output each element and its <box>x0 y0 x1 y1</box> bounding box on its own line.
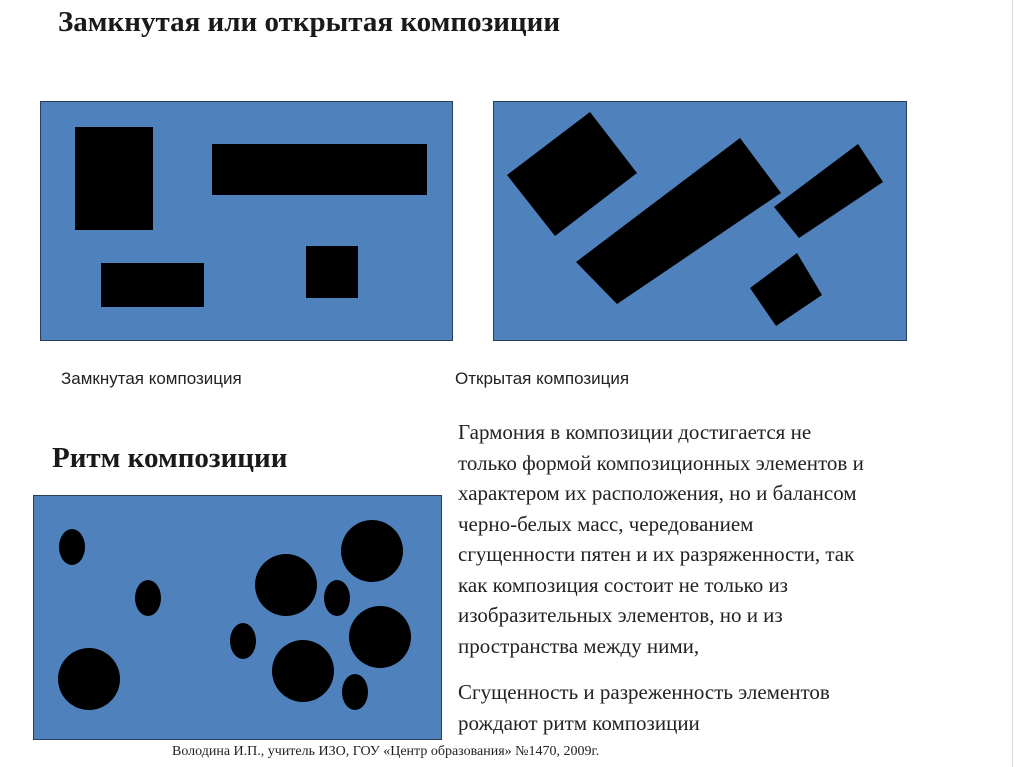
closed-shape-tall-rect <box>75 127 153 230</box>
rhythm-line: рождают ритм композиции <box>458 710 700 735</box>
rhythm-composition-shapes <box>34 496 442 740</box>
open-composition-shapes <box>494 102 907 341</box>
closed-composition-shapes <box>41 102 453 341</box>
rhythm-dot-6 <box>324 580 350 616</box>
rhythm-dot-4 <box>58 648 120 710</box>
rhythm-dot-7 <box>341 520 403 582</box>
open-shape-large-square <box>507 112 637 236</box>
rhythm-dot-2 <box>135 580 161 616</box>
rhythm-dot-3 <box>230 623 256 659</box>
harmony-line: пространства между ними, <box>458 633 700 658</box>
rhythm-dot-10 <box>342 674 368 710</box>
open-composition-caption: Открытая композиция <box>455 369 630 388</box>
closed-shape-small-bar <box>101 263 204 307</box>
harmony-paragraph <box>458 417 1003 661</box>
rhythm-paragraph <box>458 677 1003 738</box>
harmony-line: как композиция состоит не только из <box>458 572 788 597</box>
rhythm-line: Сгущенность и разреженность элементов <box>458 680 830 704</box>
open-shape-short-diagonal-bar <box>774 144 883 238</box>
open-shape-small-diamond <box>750 253 822 326</box>
closed-shape-long-bar <box>212 144 427 195</box>
slide-edge-line <box>1012 0 1013 767</box>
rhythm-dot-8 <box>349 606 411 668</box>
harmony-line: черно-белых масс, чередованием <box>458 511 754 536</box>
harmony-line: характером их расположения, но и балансом <box>458 481 857 505</box>
harmony-line: сгущенности пятен и их разряженности, так <box>458 542 855 566</box>
harmony-line: изобразительных элементов, но и из <box>458 603 783 627</box>
open-composition-panel <box>493 101 907 341</box>
slide-title: Замкнутая или открытая композиции <box>58 6 561 38</box>
rhythm-composition-panel <box>33 495 442 740</box>
harmony-line: только формой композиционных элементов и <box>458 450 864 475</box>
closed-shape-square <box>306 246 358 298</box>
harmony-line: Гармония в композиции достигается не <box>458 420 812 444</box>
closed-composition-caption: Замкнутая композиция <box>61 369 242 388</box>
rhythm-dot-1 <box>59 529 85 565</box>
rhythm-heading: Ритм композиции <box>52 442 288 474</box>
rhythm-dot-9 <box>272 640 334 702</box>
rhythm-dot-5 <box>255 554 317 616</box>
author-footer: Володина И.П., учитель ИЗО, ГОУ «Центр образования» №1470, 2009г. <box>172 744 600 759</box>
closed-composition-panel <box>40 101 453 341</box>
